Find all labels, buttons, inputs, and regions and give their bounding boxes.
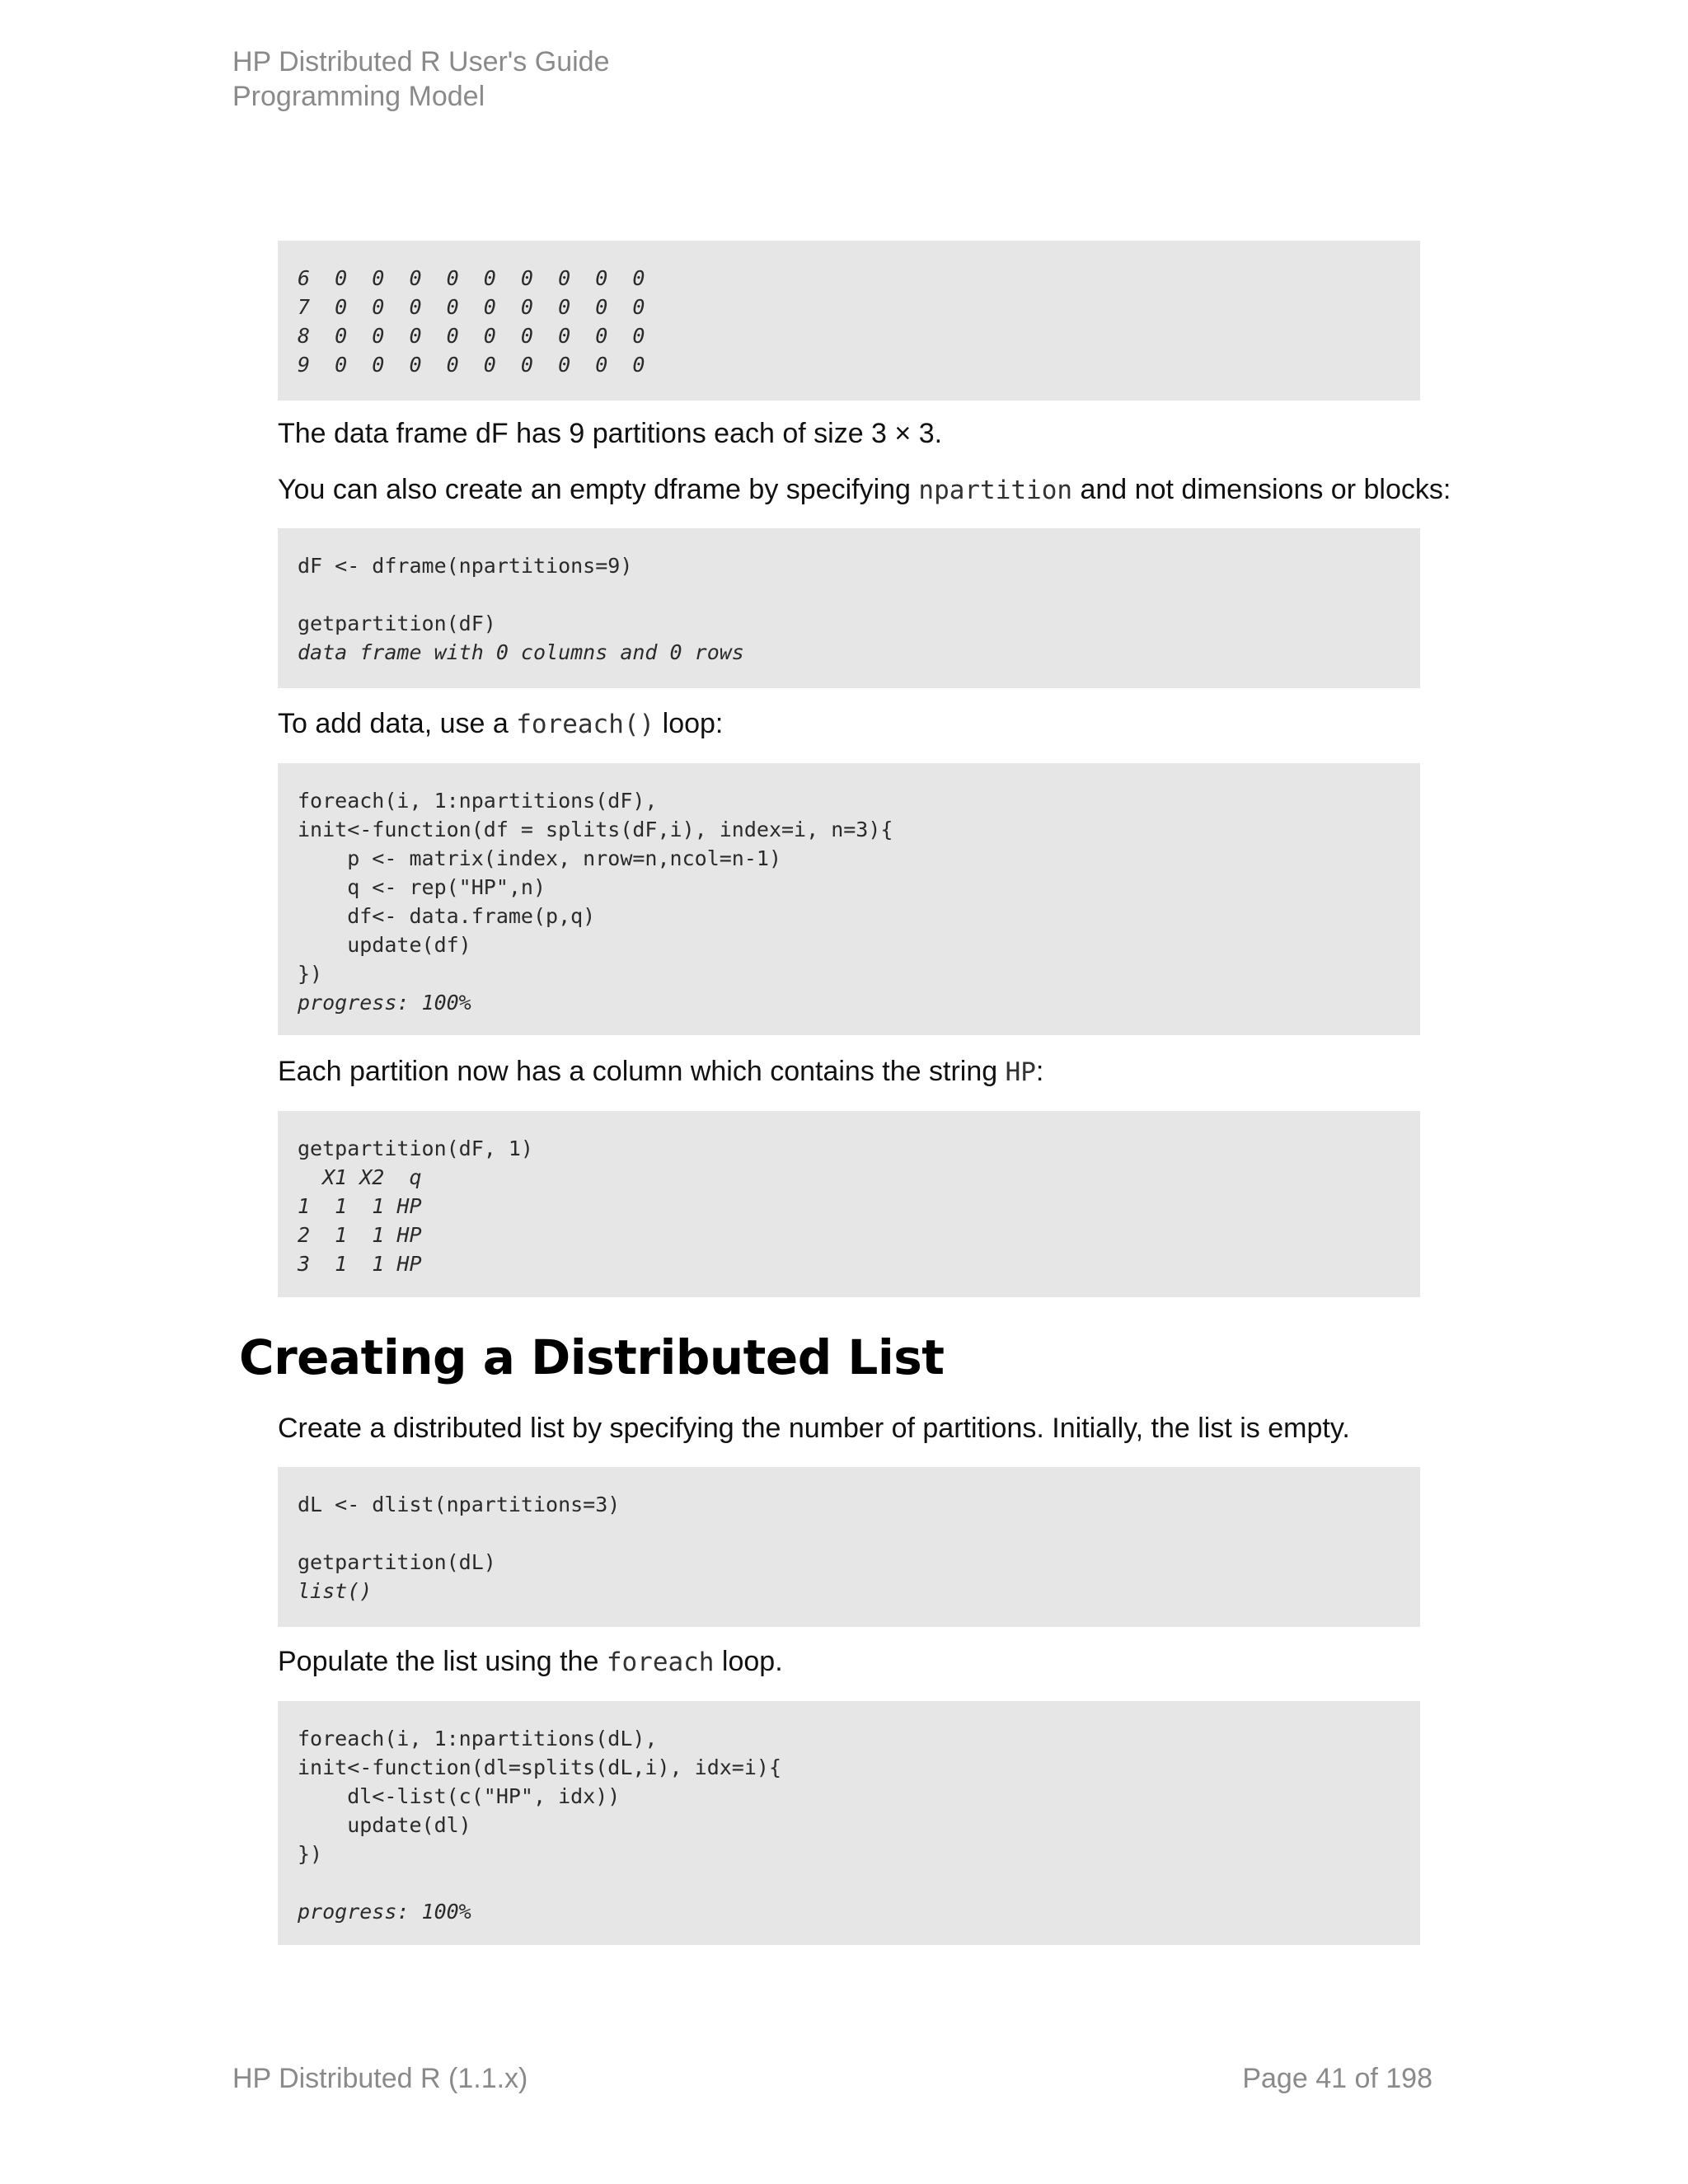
code-line: getpartition(dF, 1) [298,1137,533,1160]
text: To add data, use a [278,708,517,739]
code-line: 8 0 0 0 0 0 0 0 0 0 [298,324,645,348]
code-line-blank [298,1868,1420,1897]
text: loop. [714,1646,783,1677]
text: Populate the list using the [278,1646,607,1677]
text: Each partition now has a column which contains the string [278,1056,1006,1087]
code-line: }) [298,1842,323,1866]
code-line: X1 X2 q [298,1165,422,1189]
header-document-title: HP Distributed R User's Guide [232,46,610,77]
text: loop: [654,708,724,739]
code-line: foreach(i, 1:npartitions(dL), [298,1727,658,1750]
code-line: p <- matrix(index, nrow=n,ncol=n-1) [298,846,781,870]
paragraph-add-data [278,705,723,743]
code-line: 1 1 1 HP [298,1194,422,1218]
text: You can also create an empty dframe by specifying [278,474,919,505]
code-line: init<-function(df = splits(dF,i), index=i, n=3){ [298,818,893,841]
code-block-dlist [278,1467,1420,1627]
text: : [1035,1056,1044,1087]
paragraph-empty-dframe [278,471,1451,509]
code-line: progress: 100% [298,991,471,1015]
header-chapter-title: Programming Model [232,81,485,112]
code-line: 7 0 0 0 0 0 0 0 0 0 [298,295,645,319]
code-block-foreach-dlist [278,1701,1420,1945]
code-line: }) [298,962,323,986]
code-block-dframe [278,528,1420,688]
code-line: update(df) [298,933,471,957]
inline-code: npartition [918,476,1073,505]
code-line: init<-function(dl=splits(dL,i), idx=i){ [298,1755,781,1779]
code-block-foreach-dframe [278,763,1420,1035]
code-line-blank [298,1519,1420,1548]
footer-page-number: Page 41 of 198 [1242,2063,1432,2094]
code-line: 9 0 0 0 0 0 0 0 0 0 [298,353,645,377]
inline-code: foreach [606,1647,715,1677]
code-line-blank [298,580,1420,609]
code-line: progress: 100% [298,1900,471,1924]
code-line: 3 1 1 HP [298,1252,422,1276]
code-block-getpartition [278,1111,1420,1297]
inline-code: foreach() [516,710,655,739]
footer-product-version: HP Distributed R (1.1.x) [232,2063,528,2094]
code-line: 2 1 1 HP [298,1223,422,1247]
running-header [232,45,609,114]
code-line: dF <- dframe(npartitions=9) [298,554,633,578]
text: and not dimensions or blocks: [1072,474,1451,505]
code-line: list() [298,1579,373,1603]
code-line: dL <- dlist(npartitions=3) [298,1493,621,1516]
code-line: q <- rep("HP",n) [298,875,546,899]
paragraph-populate-list [278,1643,783,1680]
paragraph-partitions: The data frame dF has 9 partitions each of size 3 × 3. [278,418,943,449]
code-line: df<- data.frame(p,q) [298,904,596,928]
inline-code: HP [1005,1057,1036,1087]
paragraph-create-list: Create a distributed list by specifying the number of partitions. Initially, the list is empty. [278,1413,1350,1444]
code-line: dl<-list(c("HP", idx)) [298,1784,621,1808]
code-block-matrix-output [278,241,1420,401]
section-title: Creating a Distributed List [239,1329,945,1385]
code-line: data frame with 0 columns and 0 rows [298,640,744,664]
code-line: getpartition(dL) [298,1550,496,1574]
code-line: update(dl) [298,1813,471,1837]
code-line: getpartition(dF) [298,612,496,635]
paragraph-each-partition [278,1053,1043,1090]
code-line: 6 0 0 0 0 0 0 0 0 0 [298,266,645,290]
code-line: foreach(i, 1:npartitions(dF), [298,789,658,813]
